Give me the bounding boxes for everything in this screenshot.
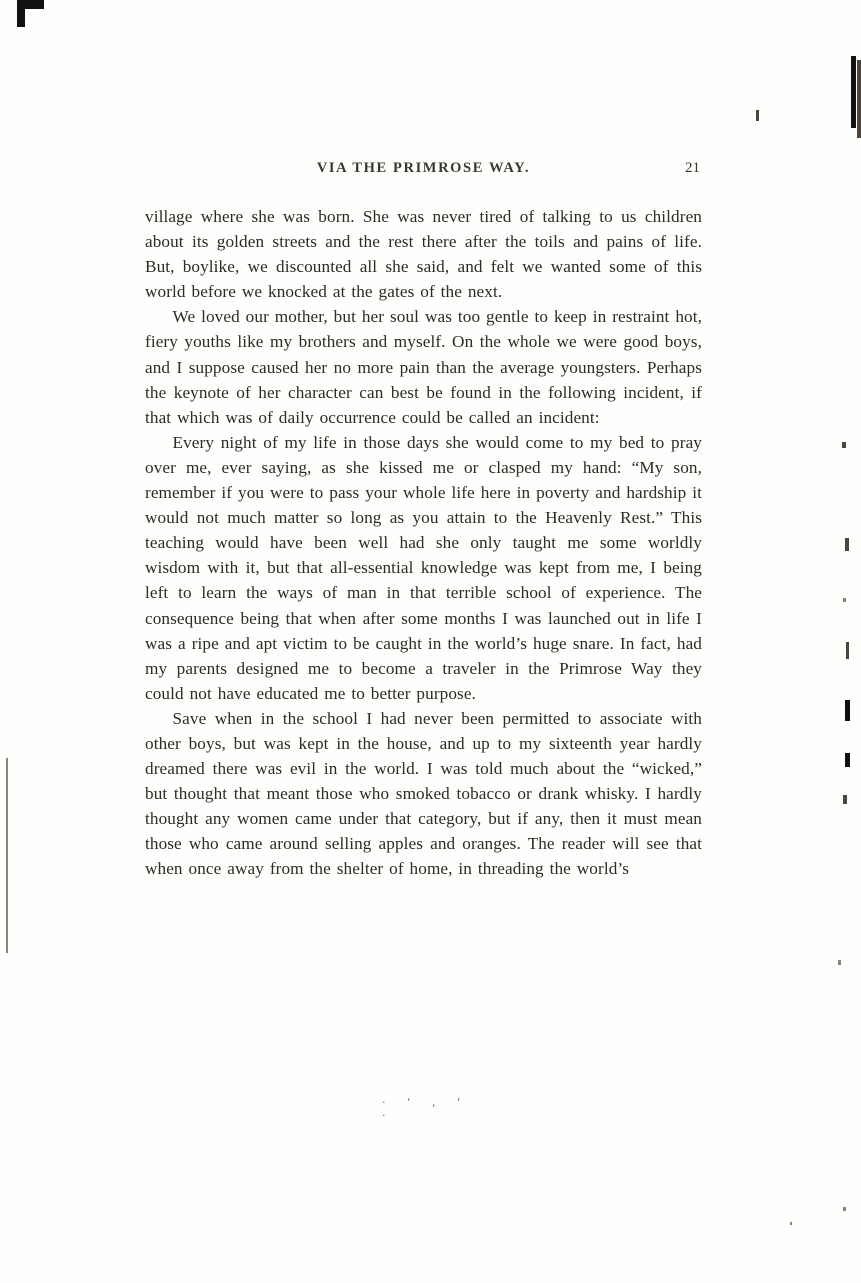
body-text: [145, 204, 702, 882]
scan-artifact-speck: [843, 1207, 846, 1211]
paragraph: We loved our mother, but her soul was too gentle to keep in restraint hot, fiery youths like my brothers and myself. On the whole we were good boys, and I suppose caused her no more pain than the average youngsters. Perhaps the keynote of her character can best be found in the following incident, if that which was of daily occurrence could be called an incident:: [145, 307, 702, 427]
scan-artifact-speck: [843, 795, 847, 804]
scan-artifact-corner-mark-vertical: [17, 0, 25, 27]
running-header: [145, 160, 702, 186]
page-title: VIA THE PRIMROSE WAY.: [316, 160, 531, 176]
paragraph: village where she was born. She was never tired of talking to us children about its golden streets and the rest there after the toils and pains of life. But, boylike, we discounted all she said, and felt we wanted some of this world before we knocked at the gates of the next.: [145, 207, 702, 302]
scan-artifact-speck: [790, 1222, 792, 1225]
scan-artifact-bottom-noise: · ‘ , ‘ ·: [382, 1096, 470, 1122]
scan-artifact-top-right-bar2: [857, 60, 861, 138]
scan-artifact-top-right-bar: [851, 56, 856, 128]
scan-artifact-speck: [845, 753, 850, 767]
paragraph: Save when in the school I had never been permitted to associate with other boys, but was kept in the house, and up to my sixteenth year hardly dreamed there was evil in the world. I was told much about the “wicked,” but thought that meant those who smoked tobacco or drank whisky. I hardly thought any women came under that category, but if any, then it must mean those who came around selling apples and oranges. The reader will see that when once away from the shelter of home, in threading the world’s: [145, 708, 702, 879]
scan-artifact-speck: [842, 442, 846, 448]
scan-artifact-speck: [845, 700, 850, 721]
scan-artifact-speck: [843, 598, 846, 602]
paragraph: Every night of my life in those days she would come to my bed to pray over me, ever saying, as she kissed me or clasped my hand: “My son, remember if you were to pass your whole life here in poverty and hardship it would not much matter so long as you attain to the Heavenly Rest.” This teaching would have been well had she only taught me some worldly wisdom with it, but that all-essential knowledge was kept from me, I being left to learn the ways of man in that terrible school of experience. The consequence being that when after some months I was launched out in life I was a ripe and apt victim to be caught in the world’s huge snare. In fact, had my parents designed me to become a traveler in the Primrose Way they could not have educated me to better purpose.: [145, 432, 702, 703]
text-column: [145, 160, 702, 882]
scan-artifact-speck: [845, 538, 849, 551]
scan-artifact-speck: [756, 110, 759, 121]
scan-artifact-left-edge-line: [6, 758, 8, 953]
page-number: 21: [685, 160, 700, 176]
scan-artifact-speck: [838, 960, 841, 965]
scan-artifact-speck: [846, 642, 849, 659]
